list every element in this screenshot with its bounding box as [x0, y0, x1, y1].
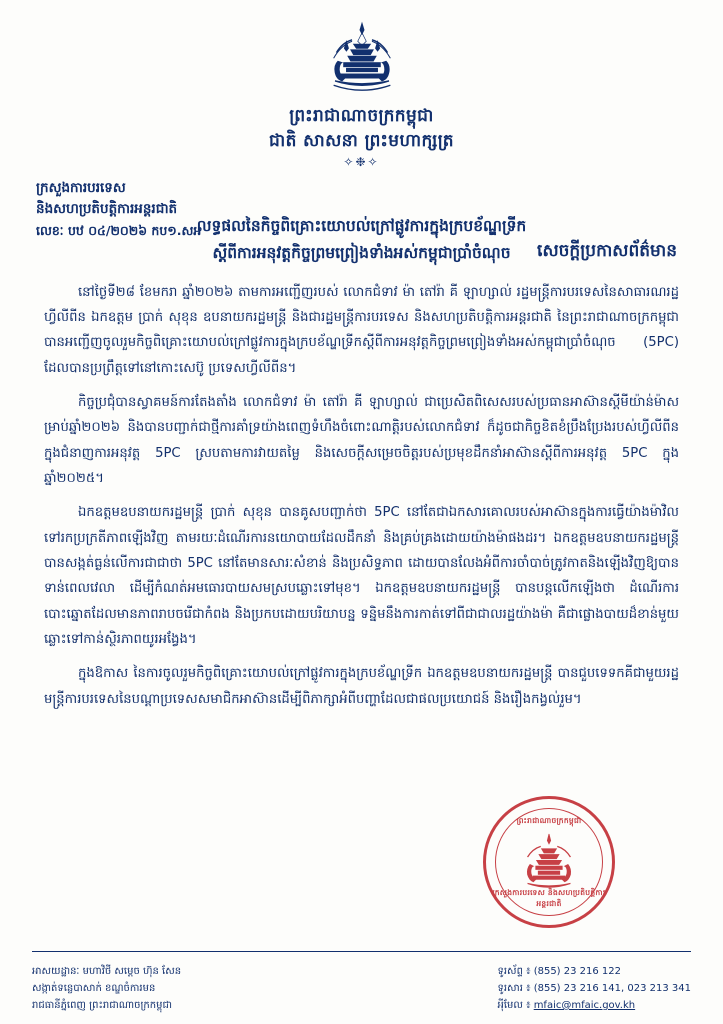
- paragraph: ក្នុងឱកាស នៃការចូលរួមកិច្ចពិគ្រោះយោបល់ក្រៅផ្លូវការក្នុងក្របខ័ណ្ឌទ្រីក ឯកឧត្តមឧបនាយករដ្ឋមន្ត្រី បានជួបទេទកគីជាមួយរដ្ឋមន្ត្រីការបរទេសនៃបណ្តាប្រទេសសមាជិកអាស៊ានដើម្បីពិភាក្សាអំពីបញ្ហាដែលជាផលប្រយោជន៍ និងរឿងកង្វល់រួម។: [44, 666, 679, 707]
- document-reference-number: លេខៈ បឋ ០៤/២០២៦ កប១.សអ: [36, 222, 202, 238]
- phone-label: ទូរស័ព្ទ ៖: [497, 966, 531, 977]
- ministry-seal-emblem-icon: [516, 832, 582, 892]
- footer: [32, 963, 691, 1014]
- ornament-divider: ✧❉✧: [343, 155, 380, 170]
- fax-row: [498, 980, 691, 997]
- title-line-1: លទ្ធផលនៃកិច្ចពិគ្រោះយោបល់ក្រៅផ្លូវការក្នុងក្របខ័ណ្ឌទ្រីក: [196, 217, 527, 236]
- address-line-1: អាសយដ្ឋានៈ មហាវិថី សម្តេច ហ៊ុន សែន: [32, 966, 182, 977]
- fax-label: ទូរសារ ៖: [497, 983, 531, 994]
- address-line-3: រាជធានីភ្នំពេញ ព្រះរាជាណាចក្រកម្ពុជា: [32, 1000, 172, 1011]
- kingdom-heading: [0, 104, 723, 153]
- seal-text-bottom: ក្រសួងការបរទេស និងសហប្រតិបត្តិការអន្តរជាតិ: [492, 888, 606, 908]
- email-link[interactable]: mfaic@mfaic.gov.kh: [533, 1000, 636, 1011]
- ministry-block: [36, 178, 201, 240]
- email-row: [498, 997, 691, 1014]
- document-type-label: សេចក្តីប្រកាសព័ត៌មាន: [537, 241, 677, 261]
- ministry-name-line-2: និងសហប្រតិបត្តិការអន្តរជាតិ: [36, 200, 178, 217]
- paragraph: នៅថ្ងៃទី២៨ ខែមករា ឆ្នាំ២០២៦ តាមការអញ្ជើញរបស់ លោកជំទាវ ម៉ា តៅរ៉ា គី ឡាហ្សាល់ រដ្ឋមន្ត្រីការបរទេសនៃសាធារណរដ្ឋហ្វីលីពីន ឯកឧត្តម ប្រាក់ សុខុន ឧបនាយករដ្ឋមន្ត្រី និងជារដ្ឋមន្ត្រីការបរទេស និងសហប្រតិបត្តិការអន្តរជាតិ នៃព្រះរាជាណាចក្រកម្ពុជា បានអញ្ជើញចូលរួមកិច្ចពិគ្រោះយោបល់ក្រៅផ្លូវការក្នុងក្របខ័ណ្ឌទ្រីកស្តីពីការអនុវត្តកិច្ចព្រមព្រៀងទាំងអស់កម្ពុជាប្រាំចំណុច (5PC) ដែលបានប្រព្រឹត្តទៅនៅកោះសេប៊ូ ប្រទេសហ្វីលីពីន។: [44, 284, 679, 376]
- cambodia-royal-emblem-icon: [319, 20, 405, 98]
- footer-address: [32, 963, 181, 1014]
- footer-contacts: [498, 963, 691, 1014]
- address-line-2: សង្កាត់ទន្លេបាសាក់ ខណ្ឌចំការមន: [32, 983, 156, 994]
- ministry-name-line-1: ក្រសួងការបរទេស: [36, 180, 126, 196]
- fax-value: (855) 23 216 141, 023 213 341: [533, 983, 691, 994]
- title-line-2: ស្តីពីការអនុវត្តកិច្ចព្រមព្រៀងទាំងអស់កម្ពុជាប្រាំចំណុច: [212, 244, 511, 263]
- phone-row: [498, 963, 691, 980]
- paragraph: កិច្ចប្រជុំបានស្វាគមន៍ការតែងតាំង លោកជំទាវ ម៉ា តៅរ៉ា គី ឡាហ្សាល់ ជាប្រេសិតពិសេសរបស់ប្រធានអាស៊ានស្តីមីយ៉ាន់ម៉ាសម្រាប់ឆ្នាំ២០២៦ និងបានបញ្ជាក់ជាថ្មីការគាំទ្រយ៉ាងពេញទំហឹងចំពោះណាត្តិរបស់លោកជំទាវ ក៏ដូចជាកិច្ចខិតខំប្រឹងប្រែងរបស់ហ្វីលីពីនក្នុងជំនាញការអនុវត្ត 5PC ស្របតាមការវាយតម្លៃ និងសេចក្តីសម្រេចចិត្តរបស់ប្រមុខដឹកនាំអាស៊ានស្តីពីការអនុវត្ត 5PC ក្នុង ឆ្នាំ២០២៥។: [44, 394, 679, 486]
- official-seal-stamp: [483, 796, 615, 928]
- seal-text-top: ព្រះរាជាណាចក្រកម្ពុជា: [516, 816, 582, 825]
- footer-divider: [32, 951, 691, 952]
- email-label: អុីមែល ៖: [497, 1000, 531, 1011]
- kingdom-line-2: ជាតិ សាសនា ព្រះមហាក្សត្រ: [269, 130, 454, 151]
- emblem-container: [0, 0, 723, 98]
- kingdom-line-1: ព្រះរាជាណាចក្រកម្ពុជា: [289, 106, 434, 126]
- paragraph: ឯកឧត្តមឧបនាយករដ្ឋមន្ត្រី ប្រាក់ សុខុន បានគូសបញ្ជាក់ថា 5PC នៅតែជាឯកសារគោលរបស់អាស៊ានក្នុងការធ្វើយ៉ាងម៉ាវិលទៅរកប្រក្រតីភាពឡើងវិញ តាមរយៈដំណើរការនយោបាយដែលដឹកនាំ និងគ្រប់គ្រងដោយយ៉ាងម៉ាផងដរ។ ឯកឧត្តមឧបនាយករដ្ឋមន្ត្រី បានសង្កត់ធ្ងន់លើការជាជាថា 5PC នៅតែមានសារៈសំខាន់ និងប្រសិទ្ធភាព ដោយបានលែងអំពីការចាំបាច់ត្រូវកាតនិងឡើងវិញឱ្យបានទាន់ពេលវេលា ដើម្បីកំណត់អមធោរបាយសមស្របឆ្លោះទៅមុខ។ ឯកឧត្តមឧបនាយករដ្ឋមន្ត្រី បានបន្តលើកឡើងថា ដំណើរការបោះឆ្នោតដែលមានភាពរាបចរើជាកំពង និងប្រកបដោយបរិយាបន្ន ទន្និមនឹងការកាត់ទៅពីជាជាលរដ្ឋយ៉ាងម៉ា គឺជាផ្លោងបាយដ៏ខាន់មួយឆ្លោះទៅកាន់ស្ថិរភាពយូរអង្វែង។: [44, 505, 679, 647]
- document-body: [0, 280, 723, 713]
- phone-value: (855) 23 216 122: [533, 966, 622, 977]
